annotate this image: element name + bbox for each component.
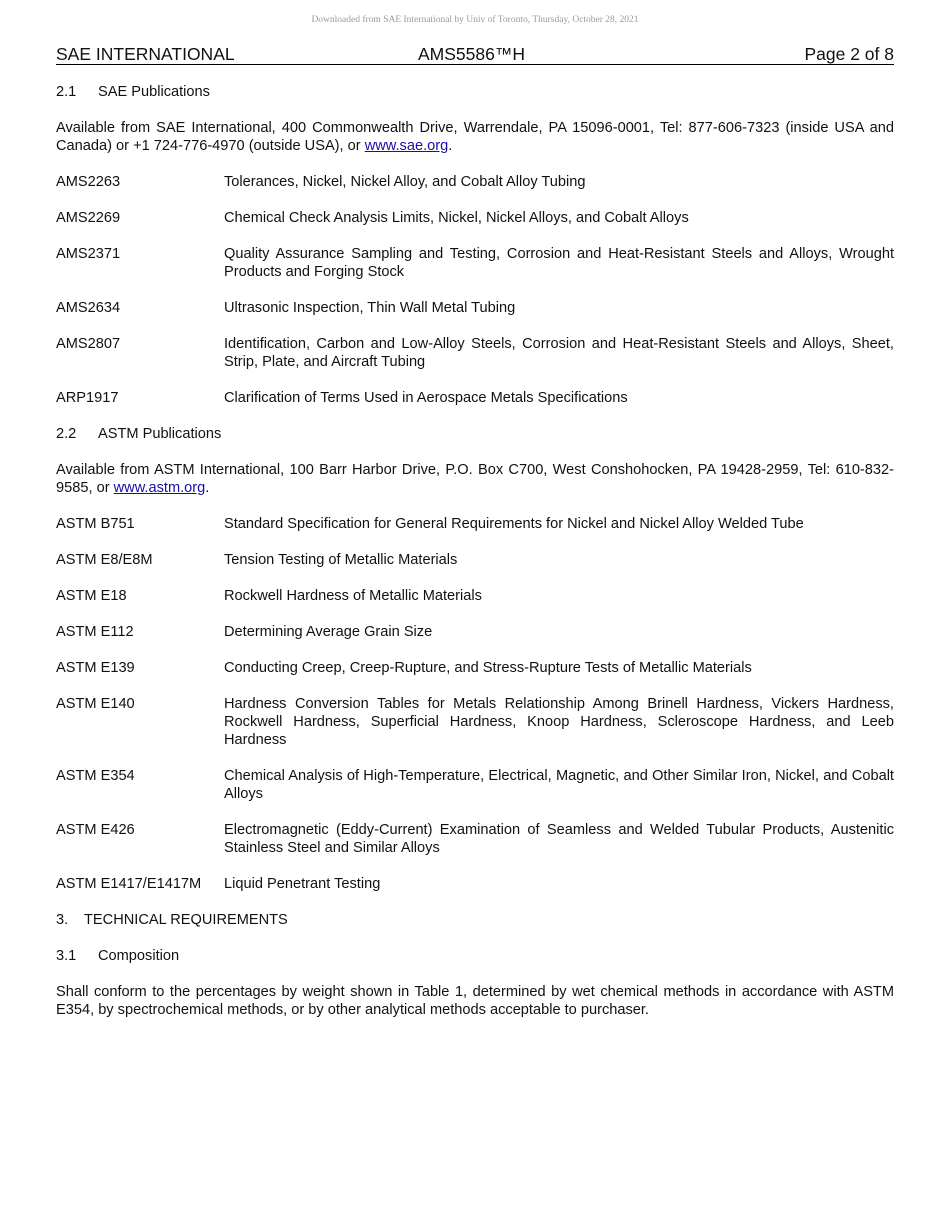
section-title: SAE Publications — [98, 84, 210, 100]
reference-row — [56, 767, 894, 803]
reference-code: ASTM E354 — [56, 768, 135, 784]
section-number: 2.1 — [56, 84, 77, 100]
page-header — [56, 44, 894, 65]
reference-title: Liquid Penetrant Testing — [224, 876, 381, 892]
reference-code: ASTM E112 — [56, 624, 134, 640]
astm-availability-paragraph — [56, 461, 894, 497]
section-title: TECHNICAL REQUIREMENTS — [84, 912, 288, 928]
reference-title: Electromagnetic (Eddy-Current) Examination of Seamless and Welded Tubular Products, Austenitic Stainless Steel and Similar Alloys — [224, 822, 894, 856]
section-3-heading — [56, 911, 894, 929]
reference-title: Standard Specification for General Requirements for Nickel and Nickel Alloy Welded Tube — [224, 516, 804, 532]
reference-row — [56, 173, 894, 191]
header-document-number: AMS5586™H — [418, 44, 525, 64]
header-org: SAE INTERNATIONAL — [56, 44, 235, 64]
reference-row — [56, 551, 894, 569]
reference-code: AMS2371 — [56, 246, 121, 262]
reference-row — [56, 389, 894, 407]
reference-title: Ultrasonic Inspection, Thin Wall Metal Tubing — [224, 300, 516, 316]
reference-title: Chemical Check Analysis Limits, Nickel, Nickel Alloys, and Cobalt Alloys — [224, 210, 689, 226]
reference-title: Identification, Carbon and Low-Alloy Steels, Corrosion and Heat-Resistant Steels and Alloys, Sheet, Strip, Plate, and Aircraft Tubing — [224, 336, 894, 370]
reference-row — [56, 695, 894, 749]
reference-title: Rockwell Hardness of Metallic Materials — [224, 588, 482, 604]
period: . — [448, 138, 453, 154]
availability-text: Available from SAE International, 400 Commonwealth Drive, Warrendale, PA 15096-0001, Tel: 877-606-7323 (inside USA and Canada) or +1 724-776-4970 (outside USA), or — [56, 120, 894, 154]
document-body — [56, 83, 894, 1037]
reference-row — [56, 821, 894, 857]
section-number: 3.1 — [56, 948, 77, 964]
reference-code: ASTM E426 — [56, 822, 135, 838]
section-number: 3. — [56, 912, 69, 928]
reference-row — [56, 623, 894, 641]
section-2-1-heading — [56, 83, 894, 101]
reference-title: Tolerances, Nickel, Nickel Alloy, and Cobalt Alloy Tubing — [224, 174, 586, 190]
reference-row — [56, 659, 894, 677]
section-title: Composition — [98, 948, 180, 964]
reference-title: Hardness Conversion Tables for Metals Relationship Among Brinell Hardness, Vickers Hardness, Rockwell Hardness, Superficial Hardness, Knoop Hardness, Scleroscope Hardness, and Leeb Hardness — [224, 696, 894, 748]
section-number: 2.2 — [56, 426, 77, 442]
header-page-number: Page 2 of 8 — [804, 44, 894, 64]
section-title: ASTM Publications — [98, 426, 222, 442]
reference-title: Tension Testing of Metallic Materials — [224, 552, 458, 568]
sae-website-link[interactable]: www.sae.org — [364, 138, 449, 154]
section-3-1-heading — [56, 947, 894, 965]
reference-title: Conducting Creep, Creep-Rupture, and Stress-Rupture Tests of Metallic Materials — [224, 660, 752, 676]
period: . — [205, 480, 210, 496]
reference-code: ARP1917 — [56, 390, 119, 406]
astm-website-link[interactable]: www.astm.org — [113, 480, 206, 496]
reference-row — [56, 875, 894, 893]
reference-code: ASTM E18 — [56, 588, 127, 604]
availability-text: Available from ASTM International, 100 Barr Harbor Drive, P.O. Box C700, West Conshohocken, PA 19428-2959, Tel: 610-832-9585, or — [56, 462, 894, 496]
section-2-2-heading — [56, 425, 894, 443]
reference-code: AMS2807 — [56, 336, 121, 352]
reference-row — [56, 245, 894, 281]
reference-row — [56, 209, 894, 227]
reference-row — [56, 515, 894, 533]
reference-row — [56, 587, 894, 605]
sae-availability-paragraph — [56, 119, 894, 155]
reference-code: AMS2634 — [56, 300, 121, 316]
reference-code: ASTM E140 — [56, 696, 135, 712]
reference-code: ASTM E8/E8M — [56, 552, 153, 568]
composition-paragraph: Shall conform to the percentages by weight shown in Table 1, determined by wet chemical methods in accordance with ASTM E354, by spectrochemical methods, or by other analytical methods acceptable to purchaser. — [56, 984, 894, 1018]
reference-code: ASTM E1417/E1417M — [56, 876, 202, 892]
reference-code: AMS2263 — [56, 174, 121, 190]
reference-title: Determining Average Grain Size — [224, 624, 433, 640]
reference-code: AMS2269 — [56, 210, 121, 226]
reference-code: ASTM B751 — [56, 516, 135, 532]
reference-title: Clarification of Terms Used in Aerospace Metals Specifications — [224, 390, 628, 406]
reference-title: Chemical Analysis of High-Temperature, Electrical, Magnetic, and Other Similar Iron, Nickel, and Cobalt Alloys — [224, 768, 894, 802]
reference-row — [56, 299, 894, 317]
reference-row — [56, 335, 894, 371]
reference-code: ASTM E139 — [56, 660, 135, 676]
download-watermark: Downloaded from SAE International by Univ of Toronto, Thursday, October 28, 2021 — [311, 15, 639, 25]
reference-title: Quality Assurance Sampling and Testing, Corrosion and Heat-Resistant Steels and Alloys, Wrought Products and Forging Stock — [224, 246, 894, 280]
